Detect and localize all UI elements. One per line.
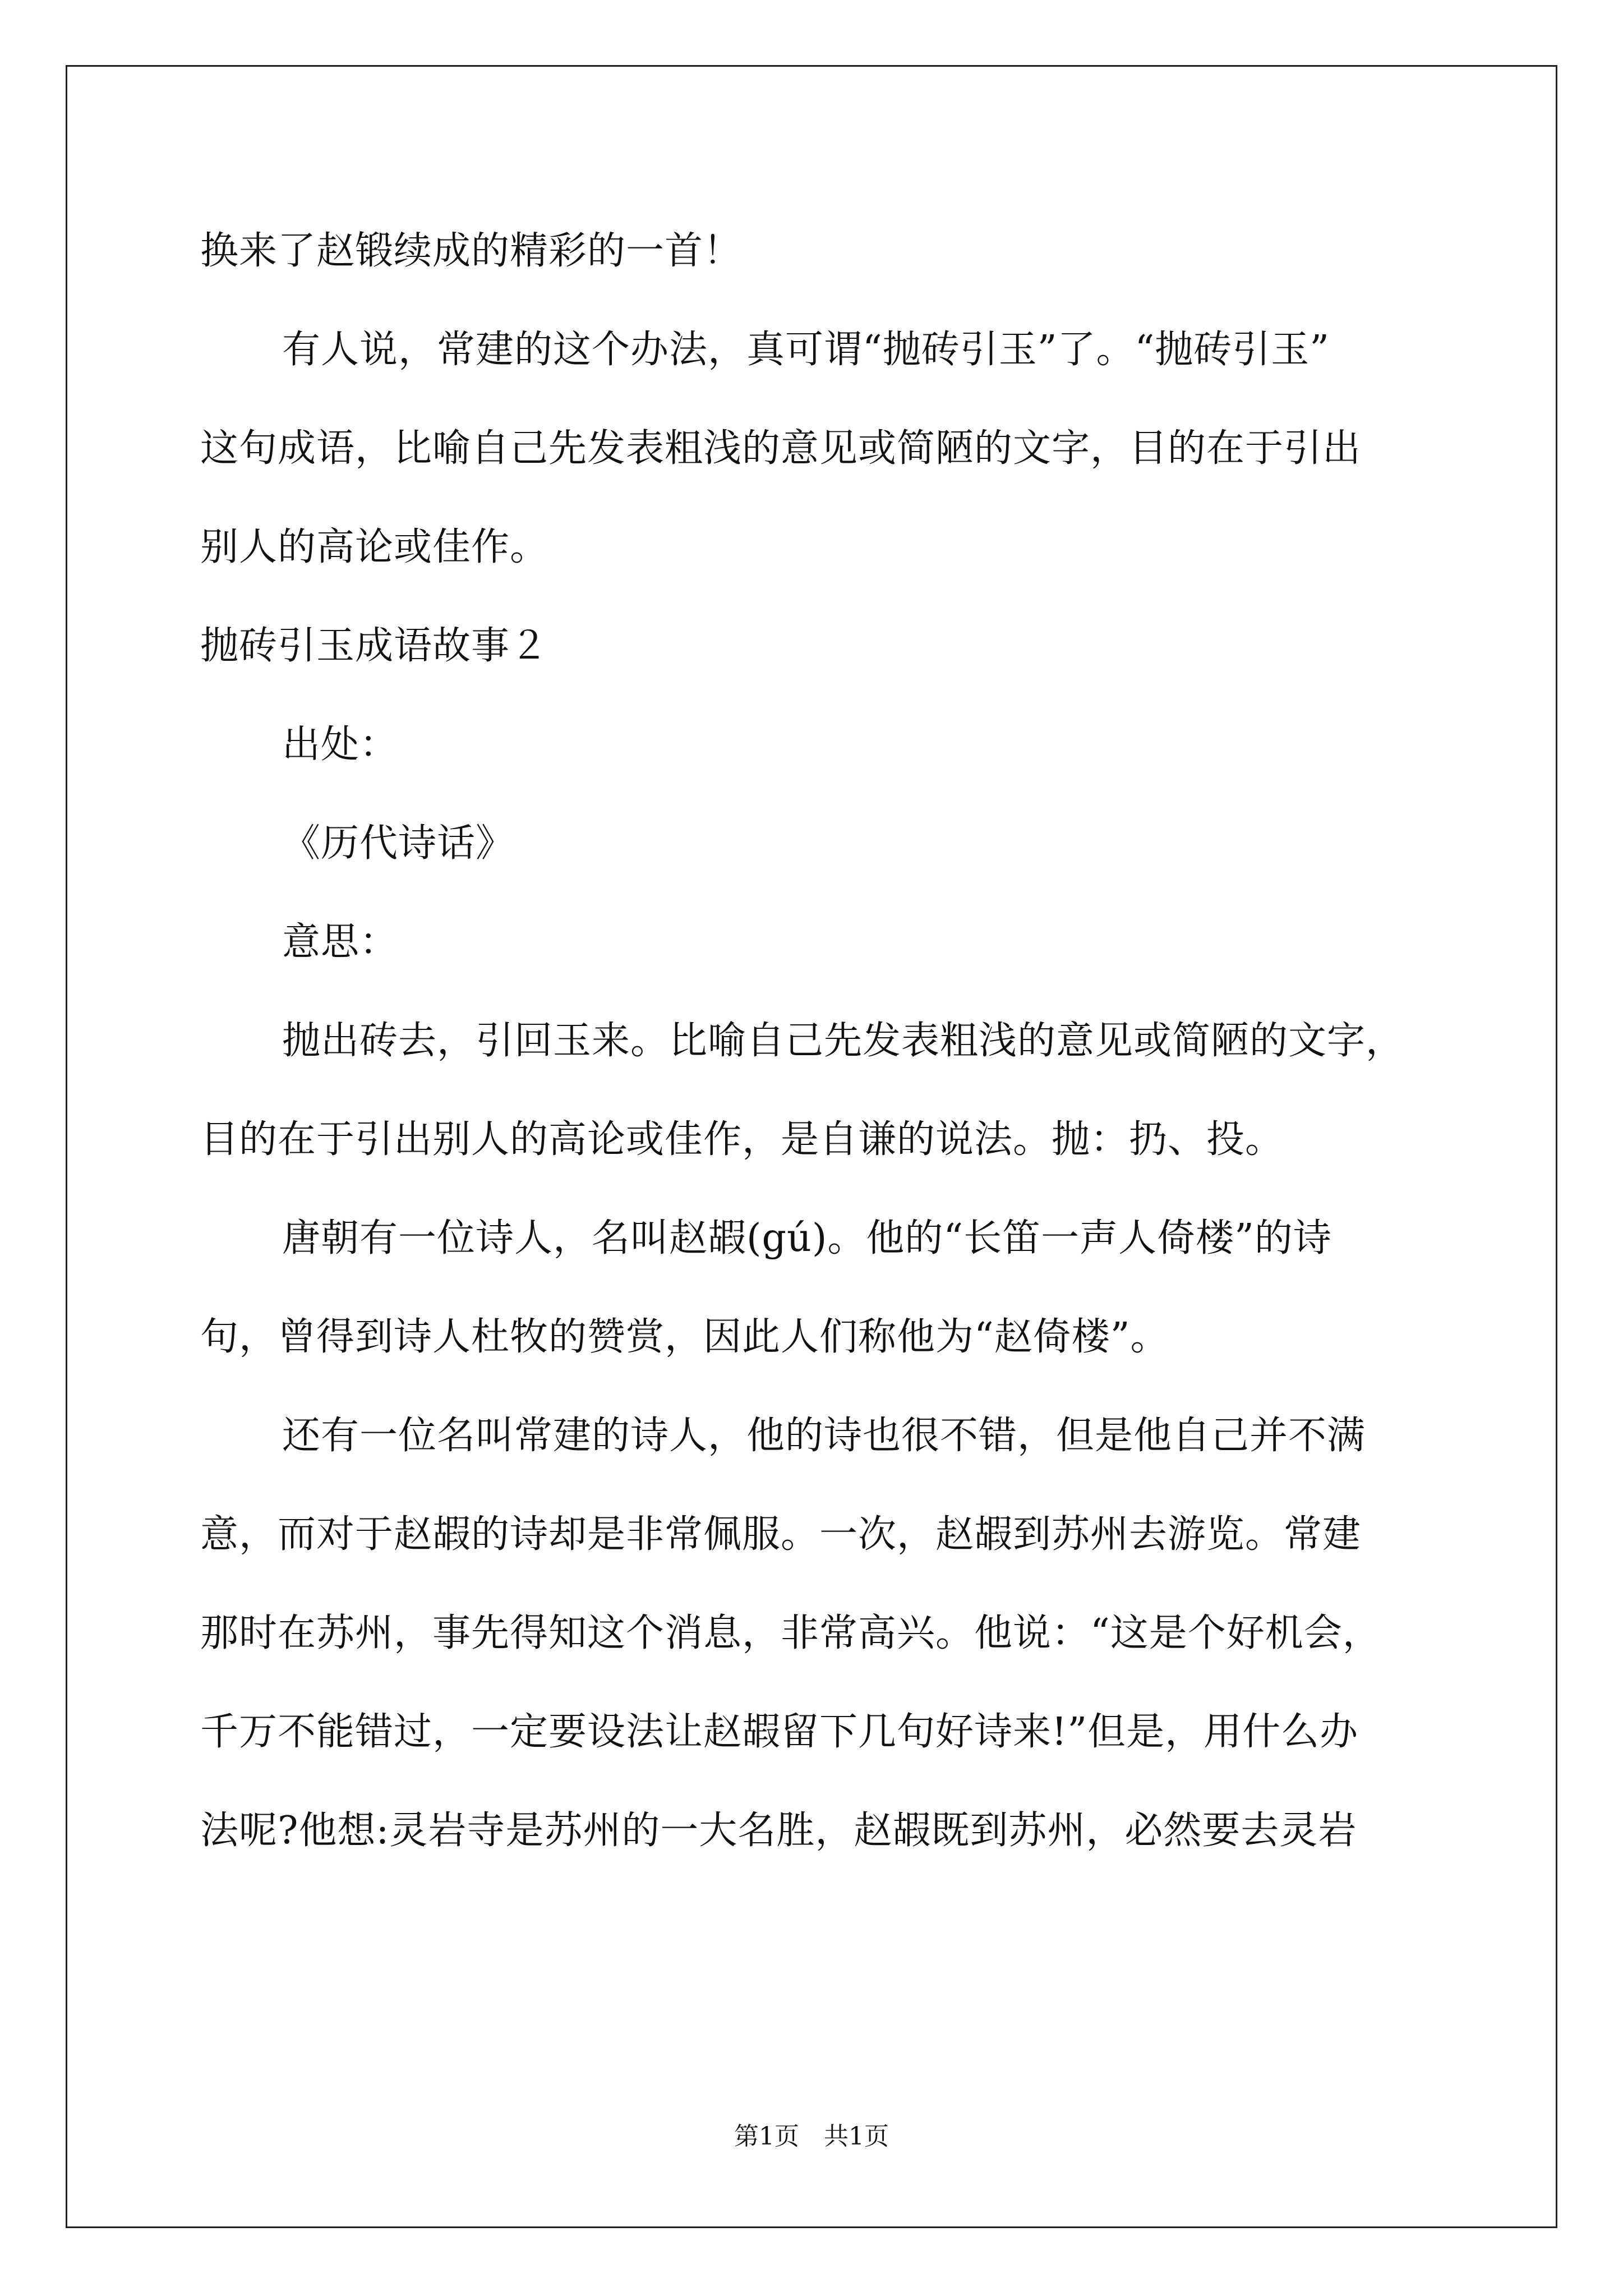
text-line: 意思： bbox=[282, 920, 399, 964]
text-line: 唐朝有一位诗人，名叫赵嘏(gú)。他的“长笛一声人倚楼”的诗 bbox=[282, 1216, 1332, 1260]
text-line: 这句成语，比喻自己先发表粗浅的意见或简陋的文字，目的在于引出 bbox=[200, 426, 1362, 471]
section-heading: 抛砖引玉成语故事２ bbox=[200, 624, 549, 668]
text-line: 目的在于引出别人的高论或佳作，是自谦的说法。抛：扔、投。 bbox=[200, 1117, 1284, 1162]
text-line: 句，曾得到诗人杜牧的赞赏，因此人们称他为“赵倚楼”。 bbox=[200, 1315, 1169, 1359]
document-body bbox=[200, 202, 1428, 1880]
text-line: 出处： bbox=[282, 723, 399, 767]
text-line: 还有一位名叫常建的诗人，他的诗也很不错，但是他自己并不满 bbox=[282, 1414, 1366, 1458]
text-line: 那时在苏州，事先得知这个消息，非常高兴。他说：“这是个好机会， bbox=[200, 1611, 1381, 1655]
page-footer: 第1页 共1页 bbox=[734, 2122, 889, 2151]
text-line: 别人的高论或佳作。 bbox=[200, 525, 549, 569]
text-line: 千万不能错过，一定要设法让赵嘏留下几句好诗来!”但是，用什么办 bbox=[200, 1710, 1359, 1754]
text-line: 法呢?他想:灵岩寺是苏州的一大名胜，赵嘏既到苏州，必然要去灵岩 bbox=[200, 1809, 1357, 1853]
text-line: 抛出砖去，引回玉来。比喻自己先发表粗浅的意见或简陋的文字， bbox=[282, 1019, 1405, 1063]
text-line: 意，而对于赵嘏的诗却是非常佩服。一次，赵嘏到苏州去游览。常建 bbox=[200, 1512, 1362, 1557]
text-line: 换来了赵锻续成的精彩的一首！ bbox=[200, 229, 743, 273]
text-line: 《历代诗话》 bbox=[282, 821, 515, 866]
text-line: 有人说，常建的这个办法，真可谓“抛砖引玉”了。“抛砖引玉” bbox=[282, 328, 1330, 372]
